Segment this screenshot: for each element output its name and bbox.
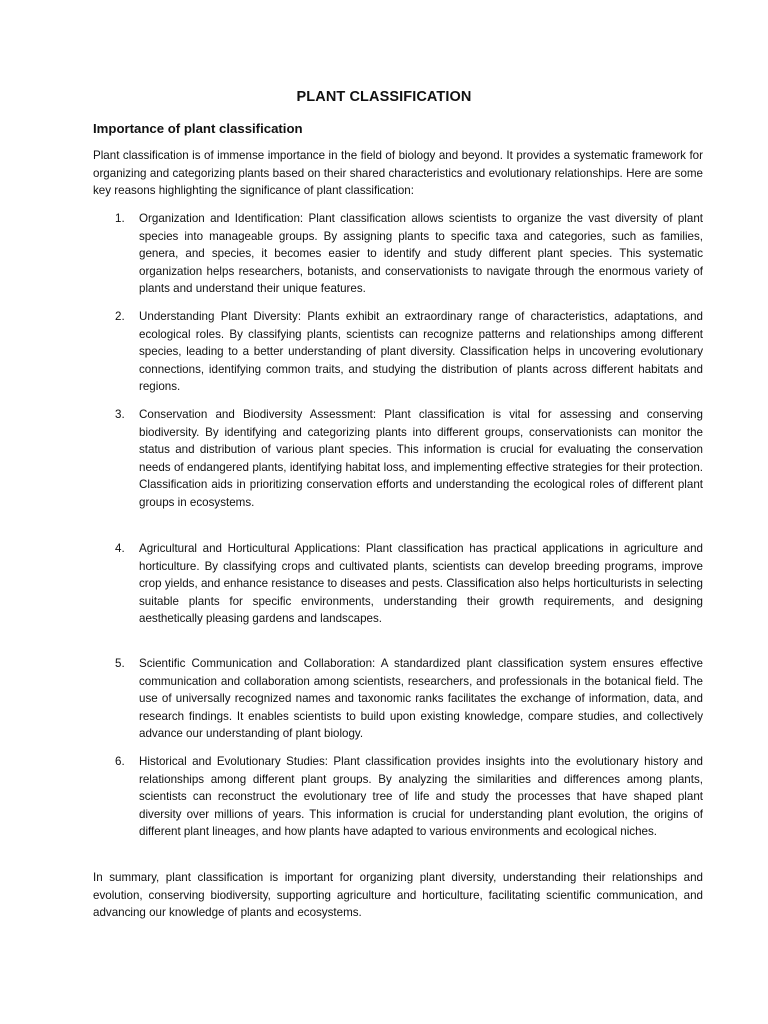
intro-paragraph: Plant classification is of immense importance in the field of biology and beyond. It provides a systematic framework for organizing and categorizing plants based on their shared characteristics and evolutionary relationships. Here are some key reasons highlighting the significance of plant classification: — [93, 149, 703, 198]
summary-paragraph: In summary, plant classification is important for organizing plant diversity, understanding their relationships and evolution, conserving biodiversity, supporting agriculture and horticulture, facilitating scientific communication, and advancing our knowledge of plants and ecosystems. — [93, 871, 703, 920]
list-item-number: 1. — [115, 212, 125, 225]
list-item-text: Conservation and Biodiversity Assessment: Plant classification is vital for assessing and conserving biodiversity. By identifying and categorizing plants into different groups, conservationists can monitor the status and distribution of various plant species. This information is crucial for evaluating the conservation needs of endangered plants, identifying habitat loss, and implementing effective strategies for their protection. Classification aids in prioritizing conservation efforts and understanding the ecological roles of different plant groups in ecosystems. — [139, 408, 703, 509]
list-item-text: Understanding Plant Diversity: Plants exhibit an extraordinary range of characteristics, adaptations, and ecological roles. By classifying plants, scientists can recognize patterns and relationships among different species, leading to a better understanding of plant diversity. Classification helps in uncovering evolutionary connections, identifying common traits, and studying the distribution of plants across different habitats and regions. — [139, 310, 703, 394]
list-item-text: Agricultural and Horticultural Applications: Plant classification has practical applications in agriculture and horticulture. By classifying crops and cultivated plants, scientists can develop breeding programs, improve crop yields, and enhance resistance to diseases and pests. Classification also helps horticulturists in selecting suitable plants for specific environments, understanding their growth requirements, and designing aesthetically pleasing gardens and landscapes. — [139, 542, 703, 626]
list-item-text: Scientific Communication and Collaboration: A standardized plant classification system ensures effective communication and collaboration among scientists, researchers, and professionals in the botanical field. The use of universally recognized names and taxonomic ranks facilitates the exchange of information, data, and research findings. It enables scientists to build upon existing knowledge, compare studies, and collectively advance our understanding of plant biology. — [139, 657, 703, 741]
list-item-number: 2. — [115, 310, 125, 323]
list-item-number: 6. — [115, 755, 125, 768]
list-item — [115, 655, 703, 743]
list-item — [115, 540, 703, 628]
list-item — [115, 308, 703, 396]
list-item — [115, 753, 703, 841]
section-heading: Importance of plant classification — [93, 121, 303, 136]
list-item-text: Organization and Identification: Plant classification allows scientists to organize the vast diversity of plant species into manageable groups. By assigning plants to specific taxa and categories, such as families, genera, and species, it becomes easier to identify and study different plant species. This systematic organization helps researchers, botanists, and conservationists to navigate through the enormous variety of plants and understand their unique features. — [139, 212, 703, 296]
list-item-number: 4. — [115, 542, 125, 555]
list-item — [115, 406, 703, 512]
list-item-number: 3. — [115, 408, 125, 421]
list-item-text: Historical and Evolutionary Studies: Plant classification provides insights into the evolutionary history and relationships among different plant groups. By analyzing the similarities and differences among plants, scientists can reconstruct the evolutionary tree of life and study the processes that have shaped plant diversity over millions of years. This information is crucial for understanding plant evolution, the origins of different plant lineages, and how plants have adapted to various environments and ecological niches. — [139, 755, 703, 839]
list-item — [115, 210, 703, 298]
page-title: PLANT CLASSIFICATION — [296, 89, 472, 105]
list-item-number: 5. — [115, 657, 125, 670]
